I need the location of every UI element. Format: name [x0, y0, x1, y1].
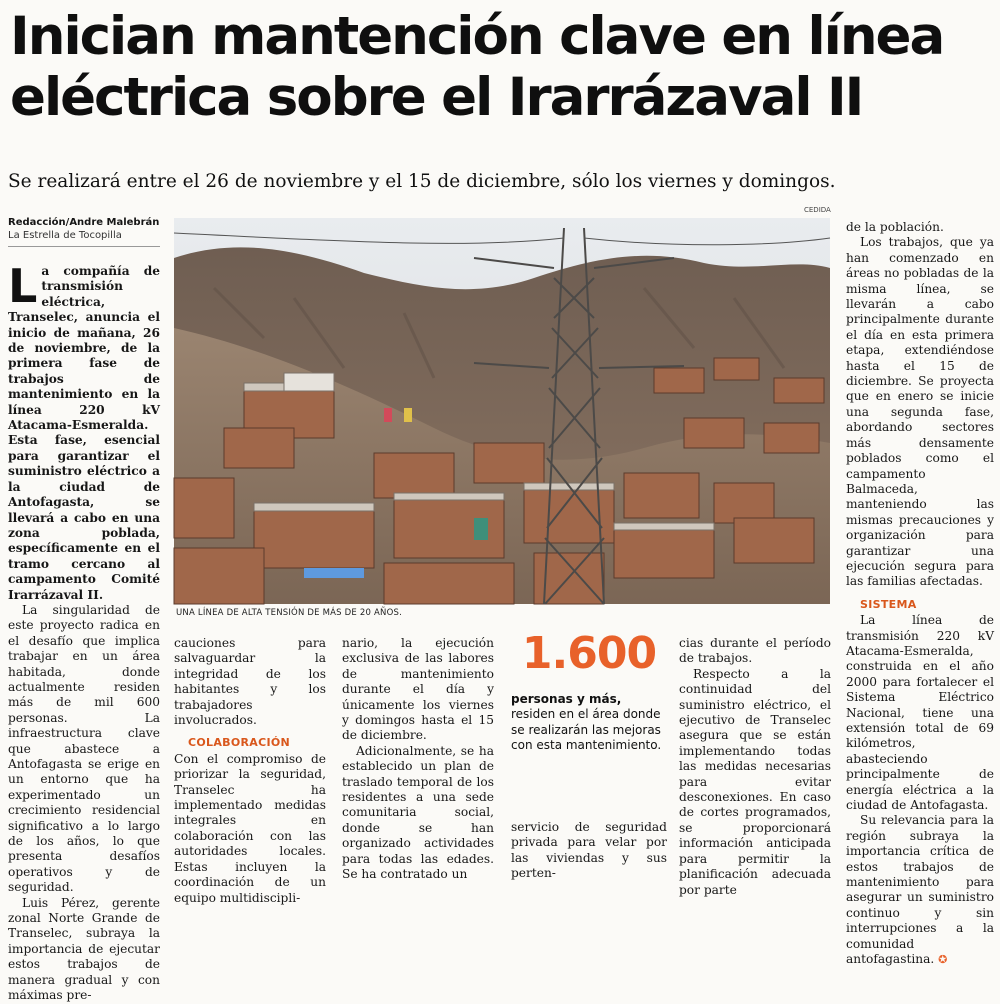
stat-description: [511, 692, 667, 753]
stat-number: 1.600: [521, 628, 657, 679]
article-column-4: [511, 820, 667, 881]
paragraph: La línea de transmisión 220 kV Atacama-Esmeralda, construida en el año 2000 para fortalecer el Sistema Eléctrico Nacional, tiene una extensión total de 69 kilómetros, abasteciendo principalmente de energía eléctrica a la ciudad de Antofagasta.: [846, 613, 994, 813]
paragraph: cias durante el período de trabajos.: [679, 636, 831, 666]
paragraph: servicio de seguridad privada para velar por las viviendas y sus perten-: [511, 820, 667, 881]
paragraph: Los trabajos, que ya han comenzado en áreas no pobladas de la misma línea, se llevarán a cabo principalmente durante el día en esta primera etapa, extendiéndose hasta el 15 de diciembre. Se proyecta que en enero se inicie una segunda fase, abordando sectores más densamente poblados como el campamento Balmaceda, manteniendo las mismas precauciones y organización para garantizar una ejecución segura para las familias afectadas.: [846, 235, 994, 589]
paragraph: La singularidad de este proyecto radica en el desafío que implica trabajar en un área habitada, donde actualmente residen más de mil 600 personas. La infraestructura clave que abastece a Antofagasta se erige en un entorno que ha experimentado un crecimiento residencial significativo a lo largo de los años, lo que presenta desafíos operativos y de seguridad.: [8, 602, 160, 895]
paragraph: cauciones para salvaguardar la integridad de los habitantes y los trabajadores involucrados.: [174, 636, 326, 728]
byline-outlet: La Estrella de Tocopilla: [8, 230, 122, 241]
paragraph: Respecto a la continuidad del suministro eléctrico, el ejecutivo de Transelec asegura que se están implementando todas las medidas necesarias para evitar desconexiones. En caso de cortes programados, se proporcionará información anticipada para permitir la planificación adecuada por parte: [679, 666, 831, 897]
photo-caption: UNA LÍNEA DE ALTA TENSIÓN DE MÁS DE 20 AÑOS.: [176, 608, 402, 618]
end-mark-icon: ✪: [938, 953, 948, 967]
article-column-2: [174, 636, 326, 905]
byline: [8, 216, 160, 247]
paragraph: Con el compromiso de priorizar la seguridad, Transelec ha implementado medidas integrales en colaboración con las autoridades locales. Estas incluyen la coordinación de un equipo multidiscipli-: [174, 751, 326, 905]
stat-text: residen en el área donde se realizarán las mejoras con esta mantenimiento.: [511, 707, 662, 752]
subhead: Se realizará entre el 26 de noviembre y el 15 de diciembre, sólo los viernes y domingos.: [8, 171, 836, 192]
paragraph: Luis Pérez, gerente zonal Norte Grande de Transelec, subraya la importancia de ejecutar estos trabajos de manera gradual y con máximas pre-: [8, 895, 160, 1003]
article-column-5: [679, 636, 831, 897]
paragraph: Adicionalmente, se ha establecido un plan de traslado temporal de los residentes a una sede comunitaria social, donde se han organizado actividades para todas las edades. Se ha contratado un: [342, 743, 494, 882]
paragraph: de la población.: [846, 220, 944, 234]
closing-paragraph: Su relevancia para la región subraya la importancia crítica de estos trabajos de mantenimiento para asegurar un suministro continuo y sin interrupciones a la comunidad antofagastina.: [846, 813, 994, 967]
photo-credit: CEDIDA: [804, 206, 831, 214]
section-heading-colaboracion: COLABORACIÓN: [188, 736, 290, 750]
paragraph: [846, 813, 994, 967]
drop-cap: L: [8, 259, 38, 313]
article-column-6: [846, 220, 994, 967]
stat-bold: personas y más,: [511, 692, 622, 706]
headline: Inician mantención clave en línea eléctrica sobre el Irarrázaval II: [10, 6, 944, 128]
photo-illustration: [174, 218, 830, 604]
paragraph: nario, la ejecución exclusiva de las labores de mantenimiento durante el día y únicamente los viernes y domingos hasta el 15 de diciembre.: [342, 636, 494, 743]
byline-author: Redacción/Andre Malebrán: [8, 217, 160, 228]
article-column-3: [342, 636, 494, 882]
news-photo: [174, 218, 830, 604]
section-heading-sistema: SISTEMA: [860, 597, 917, 611]
article-column-1: [8, 259, 160, 1003]
lead-paragraph: a compañía de transmisión eléctrica, Transelec, anuncia el inicio de mañana, 26 de noviembre, de la primera fase de trabajos de mantenimiento en la línea 220 kV Atacama-Esmeralda. Esta fase, esencial para garantizar el suministro eléctrico a la ciudad de Antofagasta, se llevará a cabo en una zona poblada, específicamente en el tramo cercano al campamento Comité Irarrázaval II.: [8, 264, 160, 602]
stat-box: [511, 628, 667, 753]
